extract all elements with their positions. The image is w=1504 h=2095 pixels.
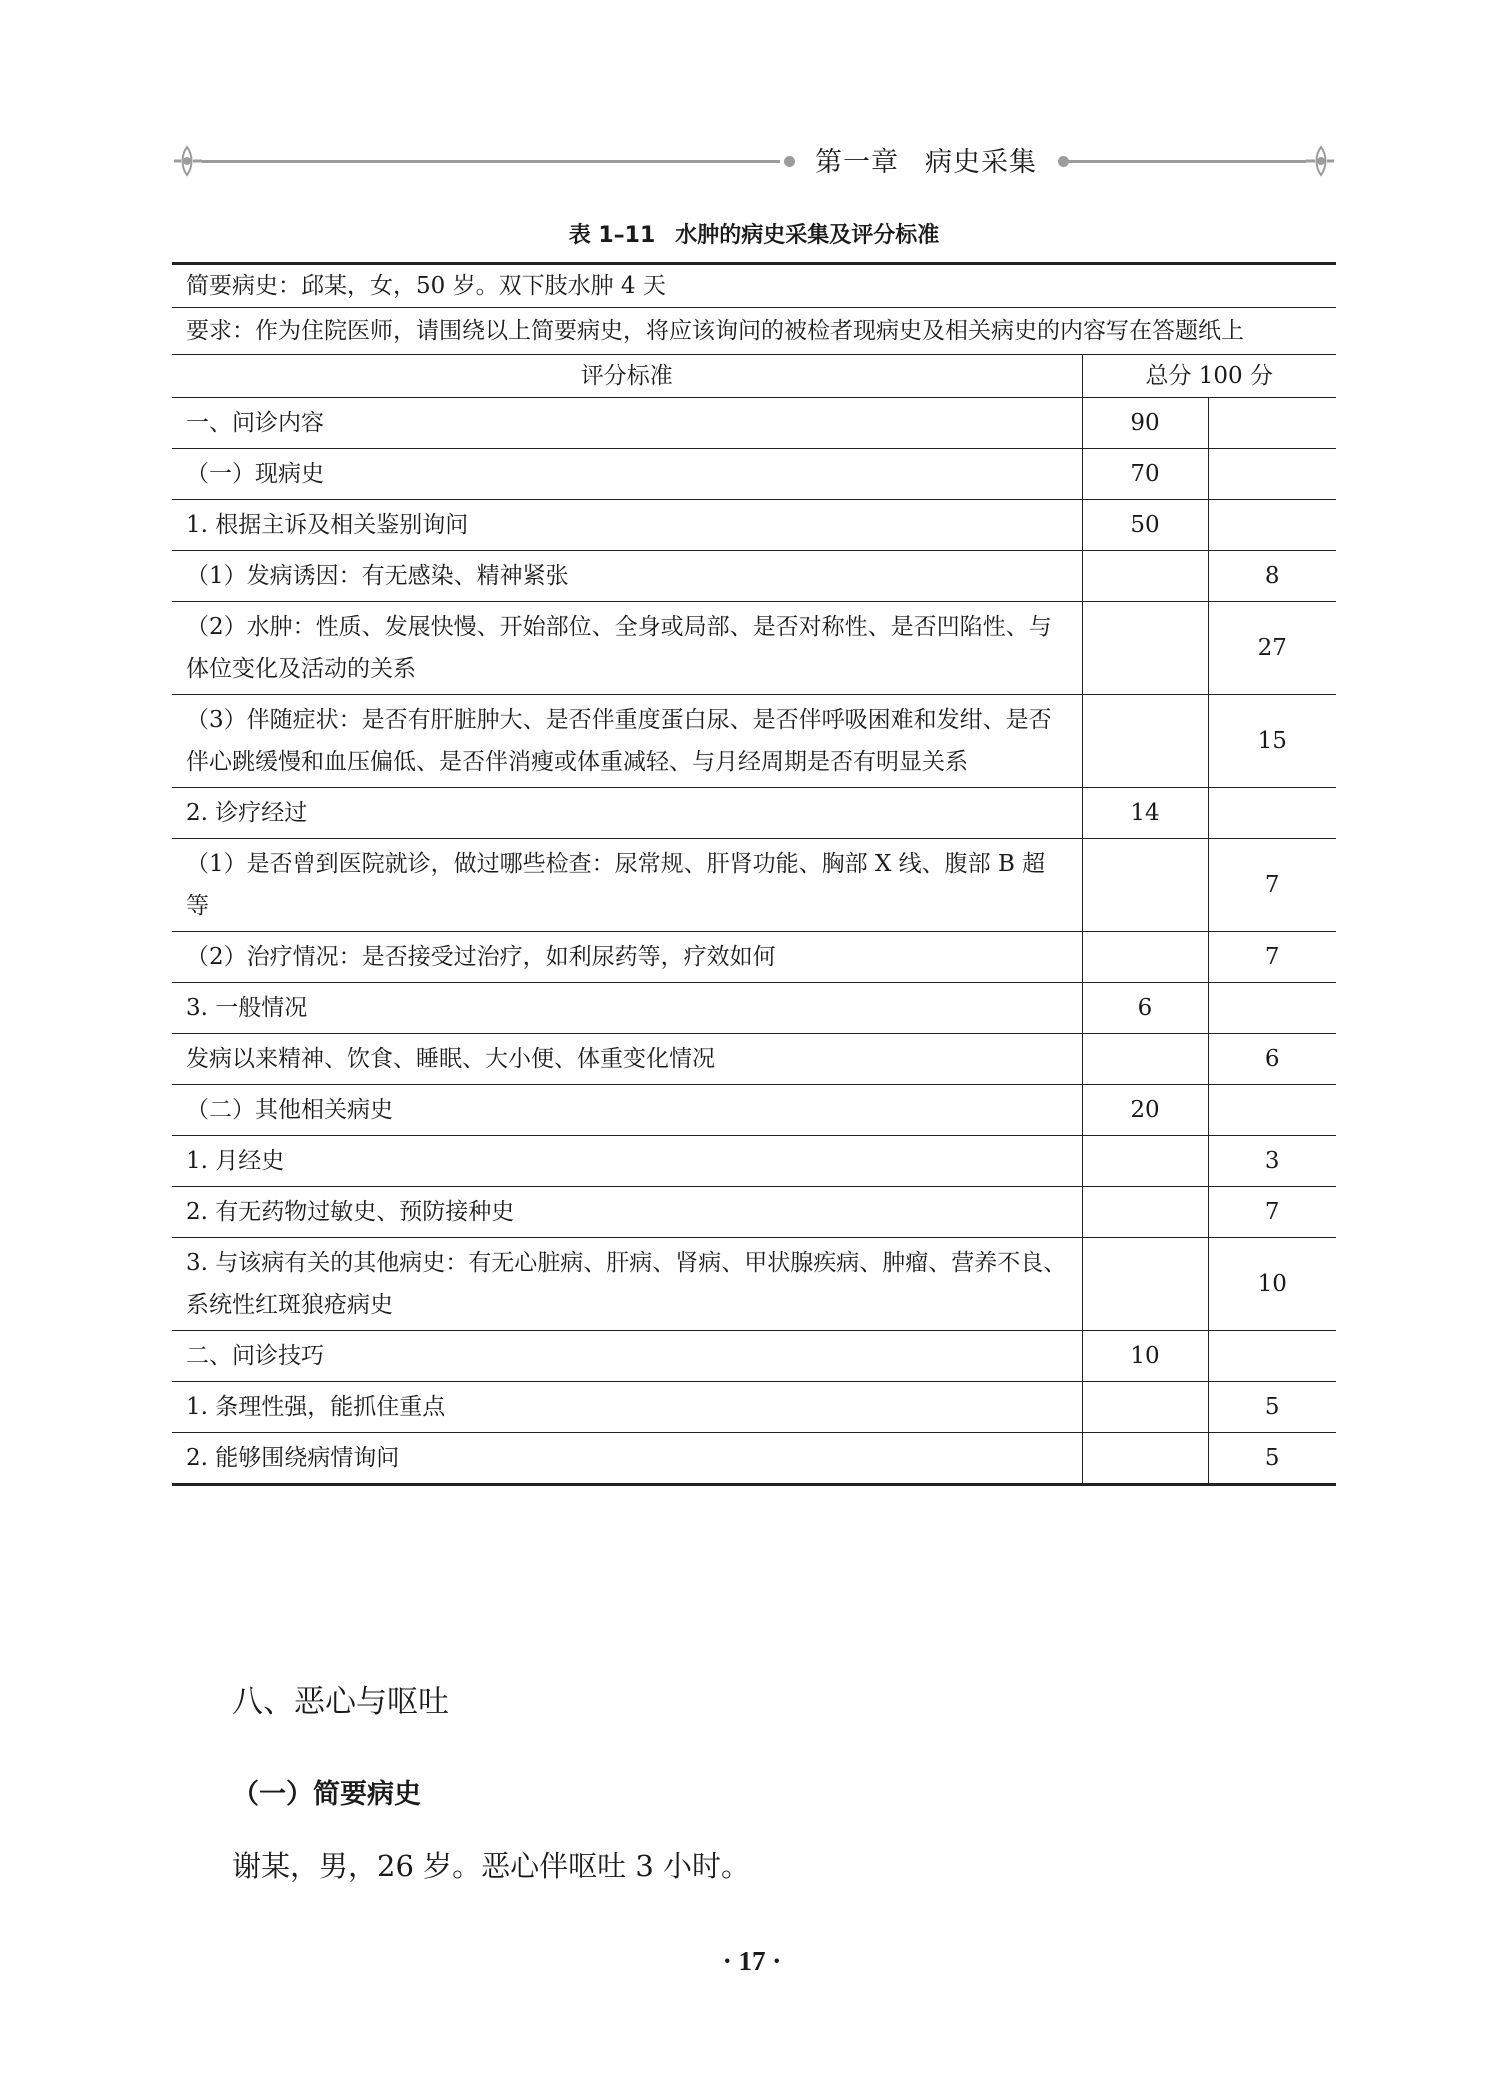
- table-row: [172, 1085, 1336, 1136]
- table-row: [172, 1331, 1336, 1382]
- table-row: [172, 788, 1336, 839]
- subtotal-cell: [1082, 1136, 1208, 1187]
- table-title: 水肿的病史采集及评分标准: [675, 223, 940, 248]
- criteria-cell: 1. 根据主诉及相关鉴别询问: [172, 500, 1082, 551]
- chapter-number: 第一章: [815, 147, 899, 178]
- table-number: 表 1–11: [568, 223, 656, 248]
- subtotal-cell: [1082, 1238, 1208, 1331]
- header-rule-left: [202, 160, 780, 163]
- table-row: [172, 932, 1336, 983]
- table-row: [172, 1382, 1336, 1433]
- header-total: 总分 100 分: [1082, 355, 1336, 398]
- subtotal-cell: [1082, 602, 1208, 695]
- criteria-cell: 1. 条理性强，能抓住重点: [172, 1382, 1082, 1433]
- criteria-cell: 1. 月经史: [172, 1136, 1082, 1187]
- criteria-cell: （二）其他相关病史: [172, 1085, 1082, 1136]
- subtotal-cell: 50: [1082, 500, 1208, 551]
- subtotal-cell: 14: [1082, 788, 1208, 839]
- requirement: 要求：作为住院医师，请围绕以上简要病史，将应该询问的被检者现病史及相关病史的内容写在答题纸上: [172, 308, 1336, 355]
- criteria-cell: 一、问诊内容: [172, 398, 1082, 449]
- ornament-left-icon: [172, 145, 202, 177]
- criteria-cell: 3. 与该病有关的其他病史：有无心脏病、肝病、肾病、甲状腺疾病、肿瘤、营养不良、系统性红斑狼疮病史: [172, 1238, 1082, 1331]
- subtotal-cell: [1082, 1433, 1208, 1485]
- section-paragraph: 谢某，男，26 岁。恶心伴呕吐 3 小时。: [232, 1849, 751, 1883]
- subtotal-cell: [1082, 1382, 1208, 1433]
- score-cell: [1208, 500, 1336, 551]
- score-cell: [1208, 1085, 1336, 1136]
- subtotal-cell: [1082, 1187, 1208, 1238]
- table-row: [172, 500, 1336, 551]
- table-header-row: [172, 355, 1336, 398]
- table-row: [172, 602, 1336, 695]
- table-row: [172, 839, 1336, 932]
- score-cell: 15: [1208, 695, 1336, 788]
- score-cell: 3: [1208, 1136, 1336, 1187]
- table-caption: [172, 218, 1336, 249]
- ornament-right-icon: [1306, 145, 1336, 177]
- criteria-cell: 二、问诊技巧: [172, 1331, 1082, 1382]
- subtotal-cell: 6: [1082, 983, 1208, 1034]
- score-cell: [1208, 788, 1336, 839]
- criteria-cell: 2. 有无药物过敏史、预防接种史: [172, 1187, 1082, 1238]
- score-cell: 6: [1208, 1034, 1336, 1085]
- subtotal-cell: 70: [1082, 449, 1208, 500]
- score-cell: 7: [1208, 932, 1336, 983]
- criteria-cell: 2. 能够围绕病情询问: [172, 1433, 1082, 1485]
- score-cell: [1208, 983, 1336, 1034]
- scoring-table: [172, 262, 1336, 1486]
- table-row: [172, 1187, 1336, 1238]
- table-row: [172, 398, 1336, 449]
- subtotal-cell: [1082, 839, 1208, 932]
- subtotal-cell: 20: [1082, 1085, 1208, 1136]
- subtotal-cell: 10: [1082, 1331, 1208, 1382]
- table-row: [172, 449, 1336, 500]
- chapter-title: [804, 140, 1048, 179]
- subtotal-cell: [1082, 932, 1208, 983]
- table-row: [172, 551, 1336, 602]
- header-criteria: 评分标准: [172, 355, 1082, 398]
- score-cell: 5: [1208, 1382, 1336, 1433]
- criteria-cell: （2）水肿：性质、发展快慢、开始部位、全身或局部、是否对称性、是否凹陷性、与体位变化及活动的关系: [172, 602, 1082, 695]
- criteria-cell: （一）现病史: [172, 449, 1082, 500]
- section-subheading: （一）简要病史: [232, 1779, 421, 1810]
- score-cell: [1208, 1331, 1336, 1382]
- table-row: [172, 1136, 1336, 1187]
- criteria-cell: （1）发病诱因：有无感染、精神紧张: [172, 551, 1082, 602]
- section-heading: 八、恶心与呕吐: [232, 1684, 449, 1720]
- chapter-name: 病史采集: [925, 147, 1037, 178]
- subtotal-cell: [1082, 1034, 1208, 1085]
- requirement-row: [172, 308, 1336, 355]
- criteria-cell: 3. 一般情况: [172, 983, 1082, 1034]
- brief-history: 简要病史：邱某，女，50 岁。双下肢水肿 4 天: [172, 264, 1336, 308]
- brief-history-row: [172, 264, 1336, 308]
- table-row: [172, 983, 1336, 1034]
- table-row: [172, 695, 1336, 788]
- score-cell: 10: [1208, 1238, 1336, 1331]
- table-row: [172, 1238, 1336, 1331]
- table-row: [172, 1034, 1336, 1085]
- header-dot-left: [784, 156, 795, 167]
- criteria-cell: （3）伴随症状：是否有肝脏肿大、是否伴重度蛋白尿、是否伴呼吸困难和发绀、是否伴心跳缓慢和血压偏低、是否伴消瘦或体重减轻、与月经周期是否有明显关系: [172, 695, 1082, 788]
- score-cell: 8: [1208, 551, 1336, 602]
- criteria-cell: （1）是否曾到医院就诊，做过哪些检查：尿常规、肝肾功能、胸部 X 线、腹部 B 超等: [172, 839, 1082, 932]
- score-cell: 7: [1208, 1187, 1336, 1238]
- criteria-cell: 发病以来精神、饮食、睡眠、大小便、体重变化情况: [172, 1034, 1082, 1085]
- criteria-cell: （2）治疗情况：是否接受过治疗，如利尿药等，疗效如何: [172, 932, 1082, 983]
- score-cell: 7: [1208, 839, 1336, 932]
- score-cell: 27: [1208, 602, 1336, 695]
- score-cell: [1208, 398, 1336, 449]
- table-row: [172, 1433, 1336, 1485]
- score-cell: [1208, 449, 1336, 500]
- subtotal-cell: [1082, 695, 1208, 788]
- header-rule-right: [1068, 160, 1306, 163]
- page-number: · 17 ·: [722, 1946, 782, 1976]
- score-cell: 5: [1208, 1433, 1336, 1485]
- criteria-cell: 2. 诊疗经过: [172, 788, 1082, 839]
- subtotal-cell: 90: [1082, 398, 1208, 449]
- running-header: [172, 136, 1336, 186]
- subtotal-cell: [1082, 551, 1208, 602]
